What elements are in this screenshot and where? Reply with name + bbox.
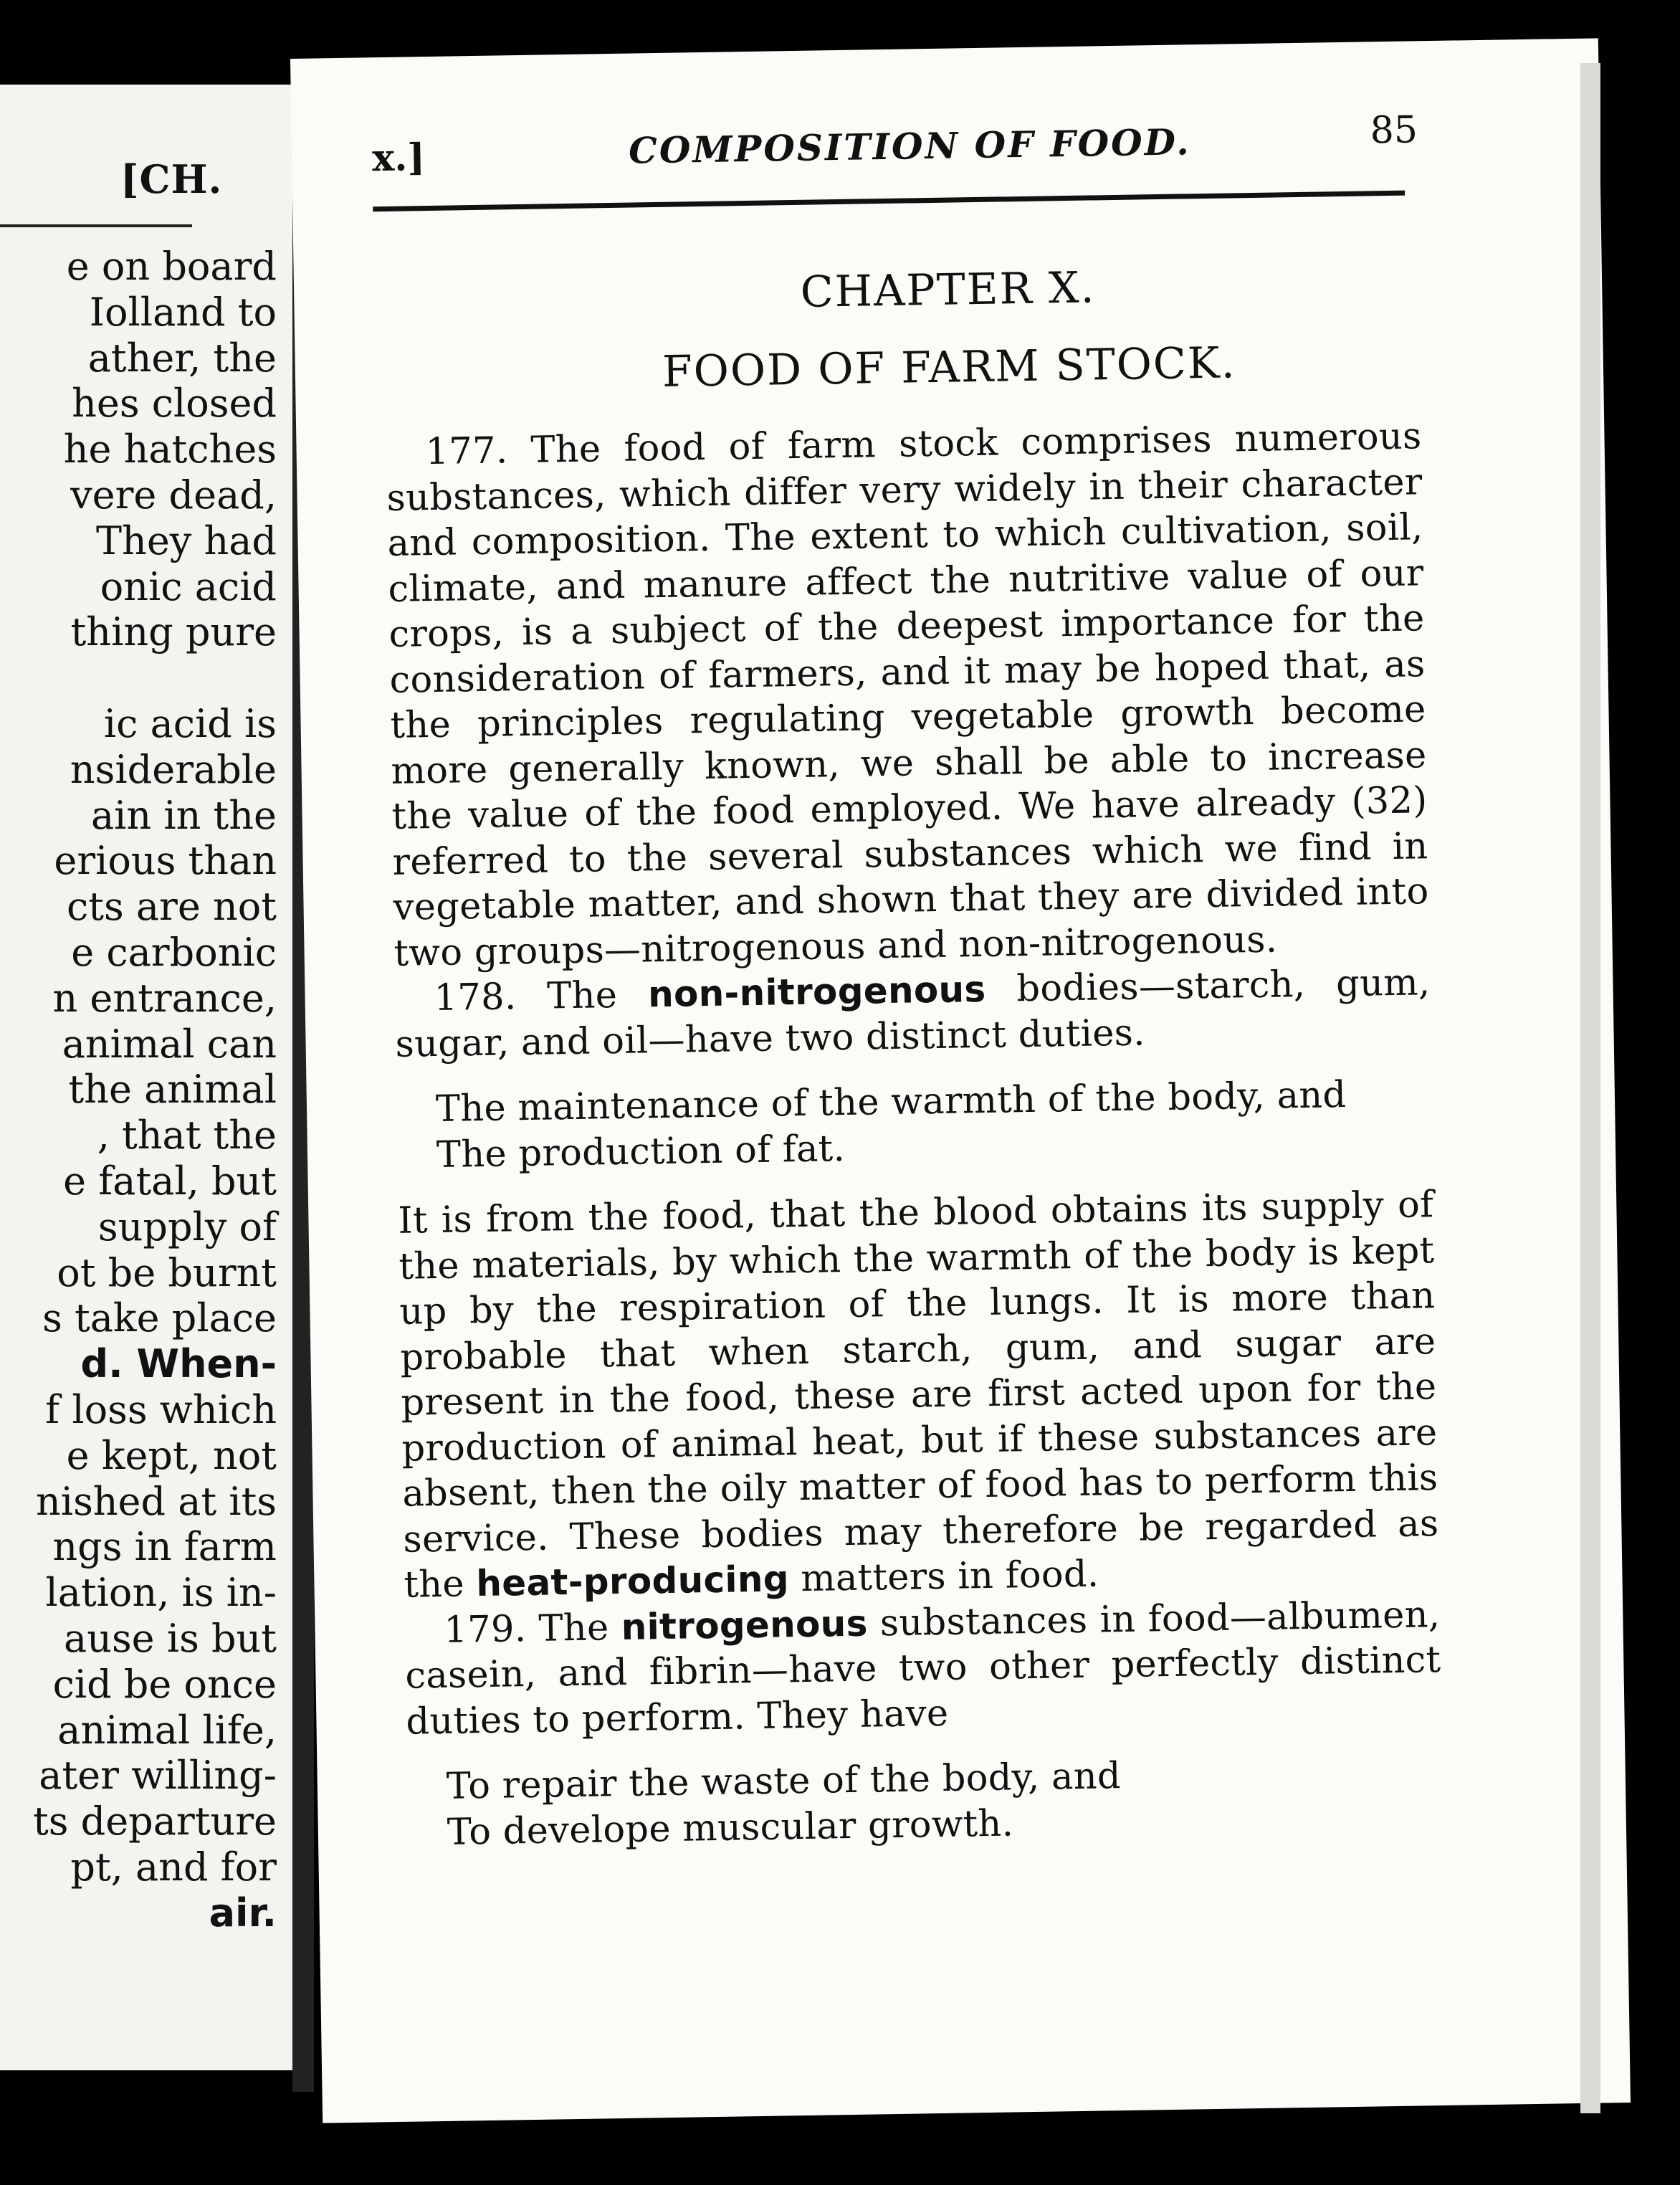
chapter-heading: CHAPTER X. (800, 262, 1097, 318)
facing-page-line: f loss which (45, 1386, 277, 1432)
paragraph-179-rest: substances in food—albumen, casein, and fibrin—have two other perfectly distinct duties to perform. They have (404, 1593, 1441, 1743)
paragraph-heat (398, 1182, 1440, 1608)
facing-page-line: the animal (68, 1067, 277, 1113)
paragraph-178-lead: 178. The (434, 974, 618, 1020)
facing-page-line: s take place (42, 1295, 277, 1341)
body-text (386, 414, 1444, 1875)
duties-list-1 (436, 1071, 1433, 1178)
header-rule (373, 191, 1405, 212)
facing-page-line: ather, the (87, 335, 277, 381)
paragraph-177: 177. The food of farm stock comprises numerous substances, which differ very widely in their character and composition. The extent to which cultivation, soil, climate, and manure affect the nutritive value of our crops, is a subject of the deepest importance for the consideration of farmers, and it may be hoped that, as the principles regulating vegetable growth become more generally known, we shall be able to increase the value of the food employed. We have already (32) referred to the several substances which we find in vegetable matter, and shown that they are divided into two groups—nitrogenous and non-nitrogenous. (386, 415, 1429, 975)
facing-page-line: erious than (54, 838, 277, 884)
facing-page-line: nsiderable (70, 746, 277, 792)
duties-list-2 (446, 1748, 1443, 1855)
paragraph-heat-text: It is from the food, that the blood obtains its supply of the materials, by which the warmth of the body is kept up by the respiration of the lungs. It is more than probable that when starch, gum, and sugar are present in the food, these are first acted upon for the production of animal heat, but if these substances are absent, then the oily matter of food has to perform this service. These bodies may therefore be regarded as the (398, 1184, 1439, 1606)
book-page (290, 38, 1631, 2123)
facing-page-line: he hatches (63, 427, 277, 472)
list-item: To repair the waste of the body, and (446, 1755, 1122, 1808)
facing-page-line: e carbonic (71, 929, 277, 975)
facing-page-line: vere dead, (70, 472, 277, 518)
facing-page-line: e kept, not (66, 1432, 277, 1478)
paragraph-178 (394, 960, 1431, 1067)
term-non-nitrogenous: non-nitrogenous (647, 968, 986, 1016)
facing-page-line: ts departure (33, 1799, 277, 1844)
paragraph-heat-rest: matters in food. (800, 1553, 1099, 1601)
list-item: The production of fat. (436, 1127, 846, 1176)
facing-page-header: [CH. (120, 156, 223, 202)
page-number: 85 (1370, 108, 1418, 153)
facing-page-line: animal life, (57, 1707, 277, 1753)
facing-page-line: lation, is in- (45, 1570, 277, 1616)
facing-page-line: d. When- (80, 1341, 277, 1387)
facing-page-line: cts are not (67, 884, 277, 930)
facing-page-line: nished at its (36, 1478, 277, 1524)
facing-page-line: ot be burnt (57, 1249, 277, 1295)
list-item: The maintenance of the warmth of the body, and (435, 1074, 1347, 1130)
facing-page-line: air. (209, 1890, 277, 1936)
list-item: To develope muscular growth. (447, 1801, 1014, 1854)
facing-page-line: thing pure (70, 609, 277, 655)
facing-page-line: supply of (97, 1204, 277, 1249)
chapter-title: FOOD OF FARM STOCK. (662, 338, 1237, 397)
page-edge (1580, 63, 1600, 2113)
facing-page-line: e fatal, but (63, 1158, 277, 1204)
paragraph-178-rest: bodies—starch, gum, sugar, and oil—have two distinct duties. (395, 961, 1431, 1066)
term-heat-producing: heat-producing (475, 1558, 790, 1605)
facing-page-line: ater willing- (39, 1753, 277, 1799)
facing-page-line: , that the (97, 1113, 277, 1158)
facing-page-line: e on board (66, 244, 277, 289)
facing-page-line: ic acid is (103, 700, 277, 746)
paragraph-179 (404, 1592, 1442, 1745)
facing-page-text (0, 244, 277, 1936)
facing-page-line: n entrance, (52, 975, 277, 1021)
running-head-title: COMPOSITION OF FOOD. (628, 120, 1192, 172)
facing-page-line: pt, and for (70, 1844, 277, 1890)
facing-page-rule (0, 224, 192, 227)
facing-page-line: ause is but (64, 1615, 277, 1661)
facing-page-line: hes closed (72, 381, 277, 427)
facing-page (0, 85, 292, 2070)
facing-page-line: ain in the (90, 792, 277, 838)
facing-page-line: Iolland to (89, 289, 277, 335)
facing-page-line: onic acid (100, 563, 277, 609)
facing-page-line: cid be once (52, 1661, 277, 1707)
facing-page-line (0, 655, 277, 701)
facing-page-line: ngs in farm (52, 1524, 277, 1570)
facing-page-line: They had (96, 518, 277, 563)
paragraph-179-lead: 179. The (443, 1606, 609, 1652)
facing-page-line: animal can (62, 1021, 277, 1067)
running-head-chapter: x.] (371, 135, 426, 181)
term-nitrogenous: nitrogenous (621, 1602, 869, 1648)
